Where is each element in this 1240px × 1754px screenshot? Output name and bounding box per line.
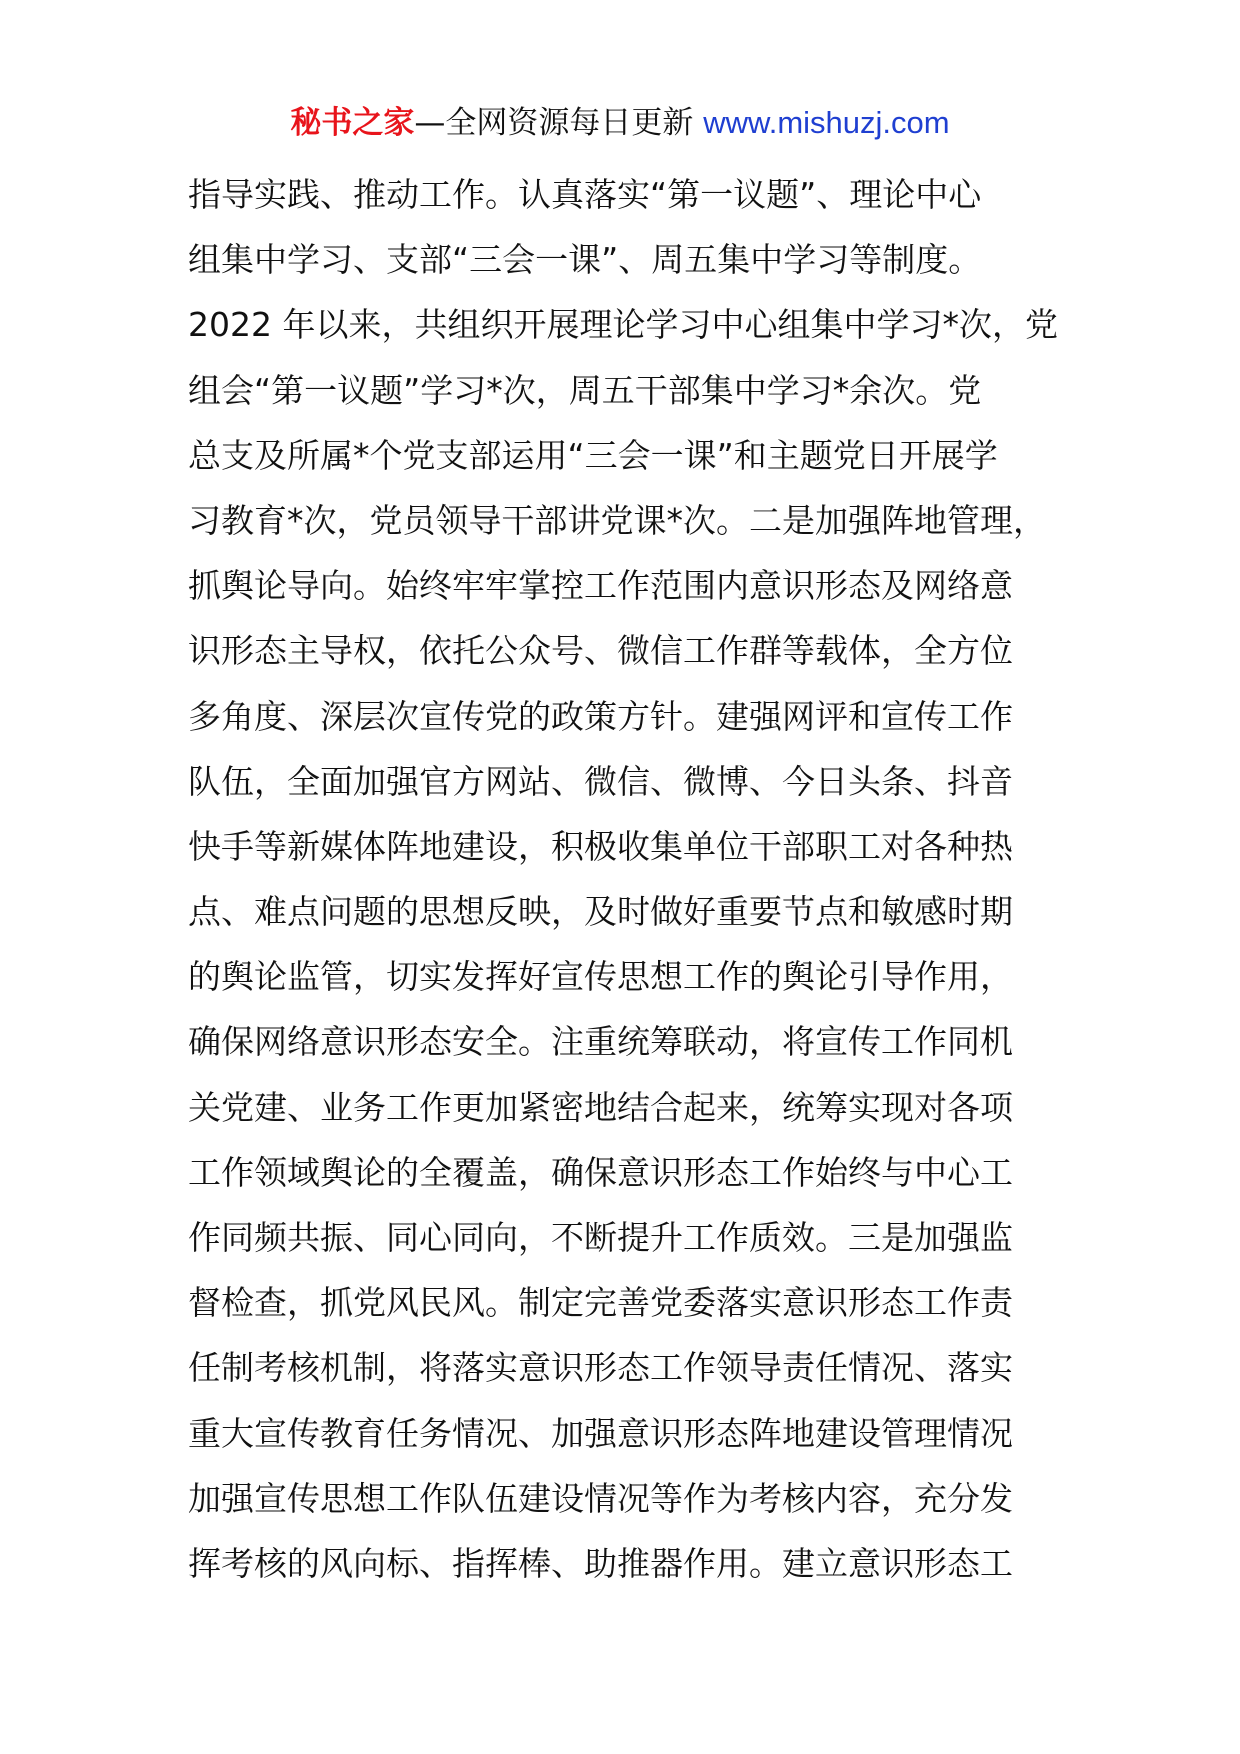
header-tagline: —全网资源每日更新 — [414, 105, 694, 141]
body-line: 快手等新媒体阵地建设，积极收集单位干部职工对各种热 — [188, 826, 1013, 866]
body-line: 作同频共振、同心同向，不断提升工作质效。三是加强监 — [188, 1218, 1013, 1257]
body-line: 工作领域舆论的全覆盖，确保意识形态工作始终与中心工 — [188, 1152, 1013, 1192]
body-line: 多角度、深层次宣传党的政策方针。建强网评和宣传工作 — [188, 696, 1013, 736]
body-line: 2022 年以来，共组织开展理论学习中心组集中学习*次，党 — [188, 305, 1058, 345]
site-url-link[interactable]: www.mishuzj.com — [703, 105, 950, 140]
body-line: 识形态主导权，依托公众号、微信工作群等载体，全方位 — [188, 631, 1013, 671]
body-line: 习教育*次，党员领导干部讲党课*次。二是加强阵地管理， — [188, 500, 1046, 540]
body-line: 挥考核的风向标、指挥棒、助推器作用。建立意识形态工 — [188, 1543, 1013, 1583]
body-line: 确保网络意识形态安全。注重统筹联动，将宣传工作同机 — [188, 1022, 1013, 1062]
body-line: 的舆论监管，切实发挥好宣传思想工作的舆论引导作用， — [188, 957, 1013, 997]
site-header — [0, 100, 1240, 146]
body-line: 任制考核机制，将落实意识形态工作领导责任情况、落实 — [188, 1348, 1013, 1388]
body-line: 关党建、业务工作更加紧密地结合起来，统筹实现对各项 — [188, 1087, 1013, 1127]
body-line: 组集中学习、支部“三会一课”、周五集中学习等制度。 — [188, 240, 982, 280]
body-line: 总支及所属*个党支部运用“三会一课”和主题党日开展学 — [188, 435, 998, 475]
body-line: 指导实践、推动工作。认真落实“第一议题”、理论中心 — [188, 175, 982, 214]
body-line: 重大宣传教育任务情况、加强意识形态阵地建设管理情况 — [188, 1413, 1013, 1453]
body-line: 抓舆论导向。始终牢牢掌控工作范围内意识形态及网络意 — [188, 566, 1013, 606]
body-line: 组会“第一议题”学习*次，周五干部集中学习*余次。党 — [188, 370, 982, 410]
body-line: 加强宣传思想工作队伍建设情况等作为考核内容，充分发 — [188, 1478, 1013, 1518]
body-line: 督检查，抓党风民风。制定完善党委落实意识形态工作责 — [188, 1283, 1013, 1323]
body-line: 队伍，全面加强官方网站、微信、微博、今日头条、抖音 — [188, 761, 1013, 801]
brand-name: 秘书之家 — [290, 105, 415, 141]
body-line: 点、难点问题的思想反映，及时做好重要节点和敏感时期 — [188, 892, 1013, 932]
document-body — [188, 162, 1088, 1596]
